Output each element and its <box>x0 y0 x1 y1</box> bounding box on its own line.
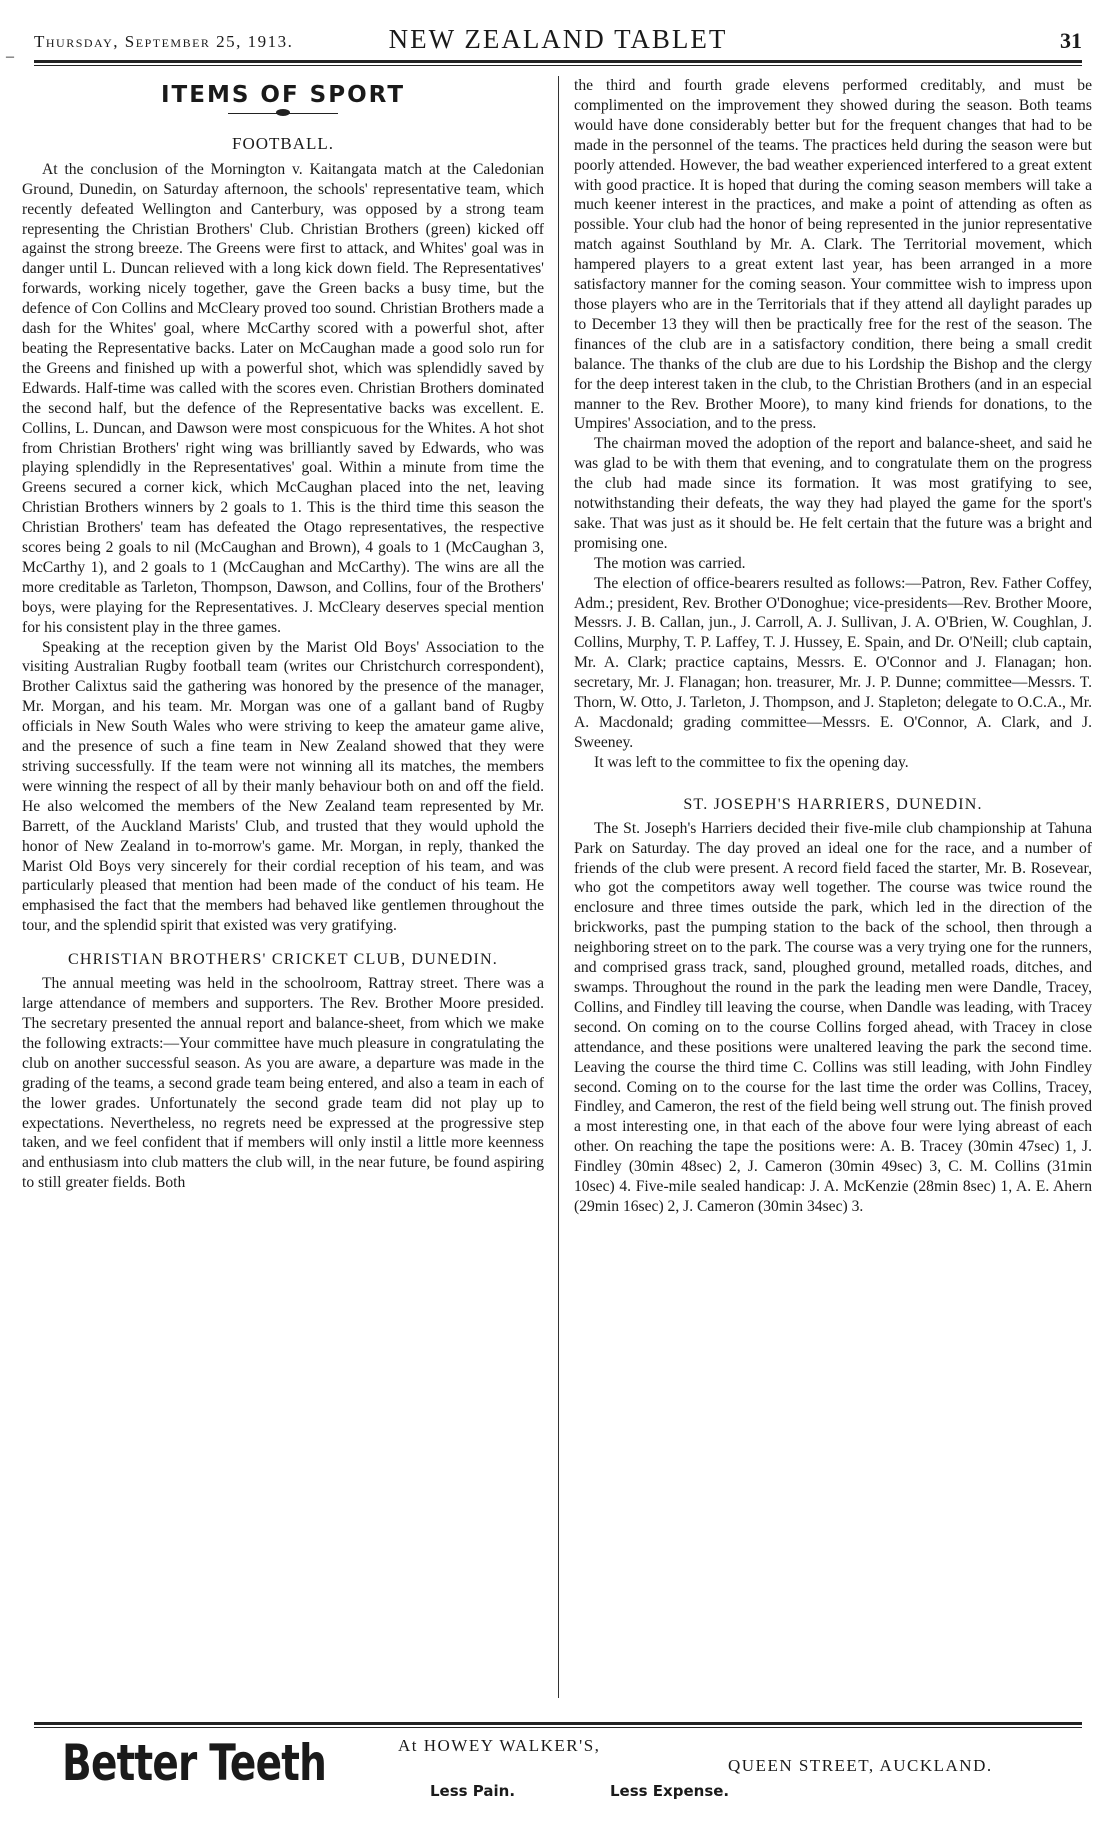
cricket-paragraph-1-continued: the third and fourth grade elevens performed creditably, and must be complimented on the improvement they showed during the season. Both teams would have done considerably better but for the frequent changes that had to be made in the personnel of the teams. The practices held during the season were but poorly attended. However, the bad weather experienced interfered to a great extent with good practice. It is hoped that during the coming season members will take a much keener interest in the practices, and make a point of attending as often as possible. Your club had the honor of being represented in the junior representative match against Southland by Mr. A. Clark. The Territorial movement, which hampered players to a great extent last year, has been arranged in a more satisfactory manner for the coming season. Your committee wish to impress upon those players who are in the Territorials that if they attend all daylight parades up to December 13 they will then be practically free for the rest of the season. The finances of the club are in a satisfactory condition, there being a small credit balance. The thanks of the club are due to his Lordship the Bishop and the clergy for the deep interest taken in the club, to the Christian Brothers (and in an especial manner to the Rev. Brother Moore), to many kind friends for donations, to the Umpires' Association, and to the press. <box>574 77 1092 433</box>
cricket-paragraph-1: The annual meeting was held in the schoolroom, Rattray street. There was a large attendance of members and supporters. The Rev. Brother Moore presided. The secretary presented the annual report and balance-sheet, from which we make the following extracts:—Your committee have much pleasure in congratulating the club on another successful season. As you are aware, a departure was made in the grading of the teams, a second grade team being entered, and also a team in each of the lower grades. Unfortunately the second grade team did not play up to expectations. Nevertheless, no regrets need be expressed at the progressive step taken, and we feel confident that if members will only instil a little more keenness and enthusiasm into club matters the club will, in the near future, be found aspiring to still greater fields. Both <box>22 975 544 1192</box>
cricket-paragraph-4: The election of office-bearers resulted as follows:—Patron, Rev. Father Coffey, Adm.; president, Rev. Brother O'Donoghue; vice-presidents—Rev. Brother Moore, Messrs. J. B. Callan, jun., J. Carroll, A. J. Sullivan, J. A. O'Brien, W. Coughlan, J. Collins, Murphy, T. P. Laffey, T. J. Hussey, E. Spain, and Dr. O'Neill; club captain, Mr. A. Clark; practice captains, Messrs. E. O'Connor and J. Flanagan; hon. secretary, Mr. J. Flanagan; hon. treasurer, Mr. J. P. Dunne; committee—Messrs. T. Thorn, W. Otto, J. Tarleton, J. Thompson, and J. Stapleton; delegate to O.C.A., Mr. A. Macdonald; grading committee—Messrs. E. O'Connor, A. Clark, and J. Sweeney. <box>574 574 1092 751</box>
masthead-rule <box>34 60 1082 63</box>
football-heading: FOOTBALL. <box>231 133 335 153</box>
issue-date: Thursday, September 25, 1913. <box>34 32 294 51</box>
advertisement <box>34 1730 1082 1810</box>
advert-rule-thin <box>34 1727 1082 1728</box>
section-title: ITEMS OF SPORT <box>160 82 406 108</box>
advert-tagline-2: Less Expense. <box>610 1782 730 1800</box>
advert-at-line: At HOWEY WALKER'S, <box>398 1736 601 1755</box>
advert-tagline-1: Less Pain. <box>430 1782 516 1800</box>
page-number: 31 <box>1060 28 1082 53</box>
section-ornament <box>228 108 338 118</box>
cricket-paragraph-3: The motion was carried. <box>594 554 746 572</box>
right-column <box>574 76 1092 1704</box>
cricket-paragraph-2: The chairman moved the adoption of the report and balance-sheet, and said he was glad to be with them that evening, and to congratulate them on the progress the club had made since its formation. It was most gratifying to see, notwithstanding their defeats, the way they had played the game for the sport's sake. That was just as it should be. He felt certain that the future was a bright and promising one. <box>574 435 1092 552</box>
column-divider <box>558 76 559 1698</box>
advert-headline: Better Teeth <box>62 1734 327 1792</box>
cricket-paragraph-5: It was left to the committee to fix the opening day. <box>594 753 909 771</box>
football-paragraph-1: At the conclusion of the Mornington v. Kaitangata match at the Caledonian Ground, Dunedin, on Saturday afternoon, the schools' representative team, which recently defeated Wellington and Canterbury, was opposed by a strong team representing the Christian Brothers' Club. Christian Brothers (green) kicked off against the strong breeze. The Greens were first to attack, and Whites' goal was in danger until L. Duncan relieved with a long kick down field. The Representatives' forwards, working nicely together, gave the Green backs a busy time, but the defence of Con Collins and McCleary proved too sound. Christian Brothers made a dash for the Whites' goal, where McCarthy scored with a powerful shot, after beating the Representative backs. Later on McCaughan made a good solo run for the Greens and finished up with a powerful shot, which was splendidly saved by Edwards. Half-time was called with the scores even. Christian Brothers dominated the second half, but the defence of the Representative backs was excellent. E. Collins, L. Duncan, and Dawson were most conspicuous for the Whites. A hot shot from Christian Brothers' right wing was brilliantly saved by Edwards, who was playing splendidly in the Representatives' goal. Within a minute from time the Greens secured a corner kick, which McCaughan placed into the net, leaving Christian Brothers winners by 2 goals to 1. This is the third time this season the Christian Brothers' team has defeated the Otago representatives, the respective scores being 2 goals to nil (McCaughan and Brown), 4 goals to 1 (McCaughan 3, McCarthy 1), and 2 goals to 1 (McCaughan and McCarthy). The wins are all the more creditable as Tarleton, Thompson, Dawson, and Collins, four of the Brothers' boys, were playing for the Representatives. J. McCleary deserves special mention for his consistent play in the three games. <box>22 160 544 636</box>
football-paragraph-2: Speaking at the reception given by the Marist Old Boys' Association to the visiting Australian Rugby football team (writes our Christchurch correspondent), Brother Calixtus said the gathering was honored by the presence of the manager, Mr. Morgan, and his team. Mr. Morgan was one of a gallant band of Rugby officials in New South Wales who were striving to keep the amateur game alive, and the presence of such a fine team in New Zealand showed that they were striving successfully. If the team were not winning all its matches, the members were winning the respect of all by their manly behaviour both on and off the field. He also welcomed the members of the New Zealand team represented by Mr. Barrett, of the Auckland Marists' Club, and trusted that they would uphold the honor of New Zealand in to-morrow's game. Mr. Morgan, in reply, thanked the Marist Old Boys very sincerely for their cordial reception of his team, and was particularly pleased that mention had been made of the conduct of his team. He emphasised the fact that the members had behaved like gentlemen throughout the tour, and the splendid spirit that existed was very gratifying. <box>22 638 544 935</box>
left-column <box>22 76 544 1704</box>
harriers-heading: ST. JOSEPH'S HARRIERS, DUNEDIN. <box>683 795 983 813</box>
publication-title: NEW ZEALAND TABLET <box>388 24 728 54</box>
cricket-heading: CHRISTIAN BROTHERS' CRICKET CLUB, DUNEDIN. <box>68 951 498 969</box>
harriers-paragraph-1: The St. Joseph's Harriers decided their five-mile club championship at Tahuna Park on Saturday. The day proved an ideal one for the race, and a number of friends of the club were present. A record field faced the starter, Mr. B. Rosevear, who got the competitors away well together. The course was twice round the enclosure and three times outside the park, which led in the direction of the brickworks, past the pumping station to the back of the school, then through a neighboring street on to the park. The course was a very trying one for the runners, and comprised grass track, sand, ploughed ground, metalled roads, ditches, and swamps. Throughout the round in the park the leading men were Dandle, Tracey, Collins, and Findley till leaving the course, when Dandle was leading, with Tracey second. On coming on to the course Collins forged ahead, with Tracey in close attendance, and these positions were unaltered leaving the park the second time. Leaving the course the third time C. Collins was still leading, with John Findley second. Coming on to the course for the last time the order was Collins, Tracey, Findley, and Cameron, the rest of the field being well strung out. The finish proved a most interesting one, in that each of the above four were lying abreast of each other. On reaching the tape the positions were: A. B. Tracey (30min 47sec) 1, J. Findley (30min 48sec) 2, J. Cameron (30min 49sec) 3, C. M. Collins (31min 10sec) 4. Five-mile sealed handicap: J. A. McKenzie (28min 8sec) 1, A. E. Ahern (29min 16sec) 2, J. Cameron (30min 34sec) 3. <box>574 819 1092 1215</box>
masthead-rule-thin <box>34 65 1082 66</box>
margin-mark: – <box>6 48 14 65</box>
masthead <box>34 24 1082 56</box>
advert-rule <box>34 1722 1082 1725</box>
advert-address: QUEEN STREET, AUCKLAND. <box>728 1756 993 1775</box>
